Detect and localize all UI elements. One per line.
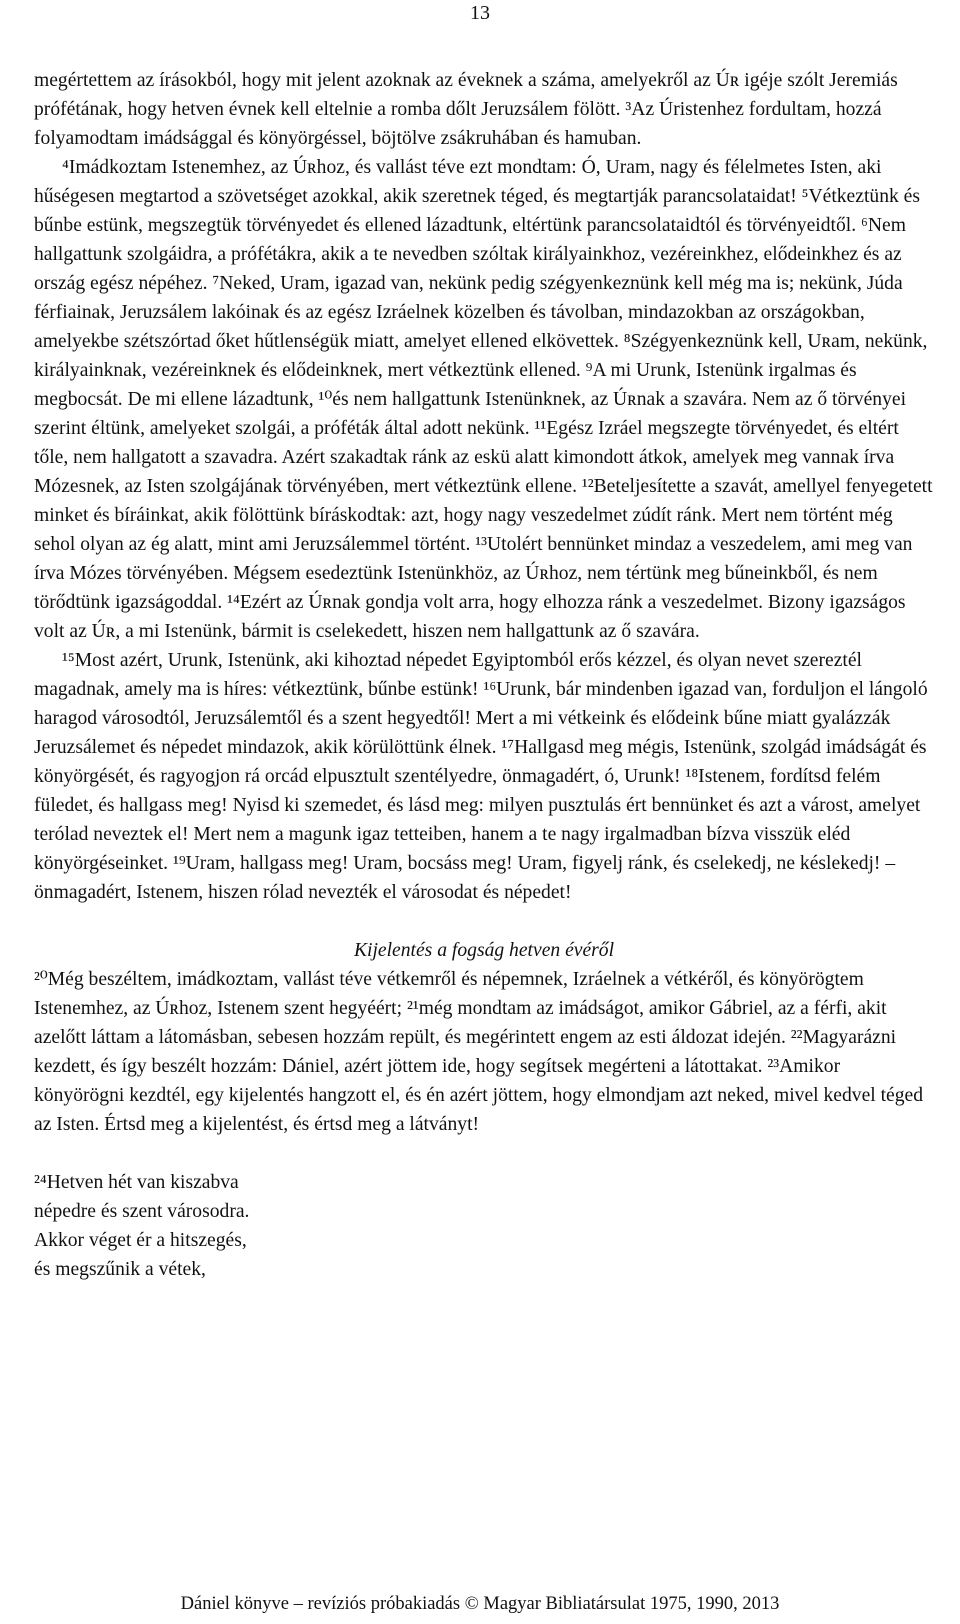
paragraph: ⁴Imádkoztam Istenemhez, az Úʀhoz, és vallást téve ezt mondtam: Ó, Uram, nagy és félelmetes Isten, aki hűségesen megtartod a szövetséget azokkal, akik szeretnek téged, és megtartják parancsolataidat! ⁵Vétkeztünk és bűnbe estünk, megszegtük törvényedet és ellened lázadtunk, eltértünk parancsolataidtól és törvényeidtől. ⁶Nem hallgattunk szolgáidra, a prófétákra, akik a te nevedben szóltak királyainkhoz, vezéreinkhez, elődeinkhez és az ország egész népéhez. ⁷Neked, Uram, igazad van, nekünk pedig szégyenkeznünk kell még ma is; nekünk, Júda férfiainak, Jeruzsálem lakóinak és az egész Izráelnek közelben és távolban, mindazokban az országokban, amelyekbe szétszórtad őket hűtlenségük miatt, amelyet ellened elkövettek. ⁸Szégyenkeznünk kell, Uʀam, nekünk, királyainknak, vezéreinknek és elődeinknek, mert vétkeztünk ellened. ⁹A mi Urunk, Istenünk irgalmas és megbocsát. De mi ellene lázadtunk, ¹⁰és nem hallgattunk Istenünknek, az Úʀnak a szavára. Nem az ő törvényei szerint éltünk, amelyeket szolgái, a próféták által adott nekünk. ¹¹Egész Izráel megszegte törvényedet, és eltért tőle, nem hallgatott a szavadra. Azért szakadtak ránk az eskü alatt kimondott átkok, amelyek meg vannak írva Mózesnek, az Isten szolgájának törvényében, mert vétkeztünk ellene. ¹²Beteljesítette a szavát, amellyel fenyegetett minket és bíráinkat, akik fölöttünk bíráskodtak: azt, hogy nagy veszedelmet zúdít ránk. Mert nem történt még sehol olyan az ég alatt, mint ami Jeruzsálemmel történt. ¹³Utolért bennünket mindaz a veszedelem, ami meg van írva Mózes törvényében. Mégsem esedeztünk Istenünkhöz, az Úʀhoz, nem tértünk meg bűneinkből, és nem törődtünk igazságoddal. ¹⁴Ezért az Úʀnak gondja volt arra, hogy elhozza ránk a veszedelmet. Bizony igazságos volt az Úʀ, a mi Istenünk, bármit is cselekedett, hiszen nem hallgattunk az ő szavára. (34, 157, 933, 642)
poem-line: Akkor véget ér a hitszegés, (34, 1230, 247, 1251)
poem-line: ²⁴Hetven hét van kiszabva (34, 1172, 239, 1193)
poem (34, 1168, 934, 1284)
poem-line: népedre és szent városodra. (34, 1201, 250, 1222)
poem-line: és megszűnik a vétek, (34, 1259, 206, 1280)
document-body (34, 66, 934, 1284)
paragraph: ¹⁵Most azért, Urunk, Istenünk, aki kihoztad népedet Egyiptomból erős kézzel, és olyan nevet szereztél magadnak, amely ma is híres: vétkeztünk, bűnbe estünk! ¹⁶Urunk, bár mindenben igazad van, forduljon el lángoló haragod városodtól, Jeruzsálemtől és a szent hegyedtől! Mert a mi vétkeink és elődeink bűne miatt gyalázzák Jeruzsálemet és népedet mindazok, akik körülöttünk élnek. ¹⁷Hallgasd meg mégis, Istenünk, szolgád imádságát és könyörgését, és ragyogjon rá orcád elpusztult szentélyedre, önmagadért, ó, Urunk! ¹⁸Istenem, fordítsd felém füledet, és hallgass meg! Nyisd ki szemedet, és lásd meg: milyen pusztulás ért bennünket és azt a várost, amelyet terólad neveztek el! Mert nem a magunk igaz tetteiben, hanem a te nagy irgalmadban bízva visszük eléd könyörgéseinket. ¹⁹Uram, hallgass meg! Uram, bocsáss meg! Uram, figyelj ránk, és cselekedj, ne késlekedj! – önmagadért, Istenem, hiszen rólad nevezték el városodat és népedet! (34, 650, 928, 903)
page-footer: Dániel könyve – revíziós próbakiadás © Magyar Bibliatársulat 1975, 1990, 2013 (180, 1594, 780, 1614)
paragraph: megértettem az írásokból, hogy mit jelent azoknak az éveknek a száma, amelyekről az Úʀ igéje szólt Jeremiás prófétának, hogy hetven évnek kell eltelnie a romba dőlt Jeruzsálem fölött. ³Az Úristenhez fordultam, hozzá folyamodtam imádsággal és könyörgéssel, böjtölve zsákruhában és hamuban. (34, 70, 898, 149)
paragraph: ²⁰Még beszéltem, imádkoztam, vallást téve vétkemről és népemnek, Izráelnek a vétkéről, és könyörögtem Istenemhez, az Úʀhoz, Istenem szent hegyéért; ²¹még mondtam az imádságot, amikor Gábriel, az a férfi, akit azelőtt láttam a látomásban, sebesen hozzám repült, és megérintett engem az esti áldozat idején. ²²Magyarázni kezdett, és így beszélt hozzám: Dániel, azért jöttem ide, hogy segítsek megérteni a látottakat. ²³Amikor könyörögni kezdtél, egy kijelentés hangzott el, és én azért jöttem, hogy elmondjam azt neked, mivel kedvel téged az Isten. Értsd meg a kijelentést, és értsd meg a látványt! (34, 969, 924, 1135)
section-heading: Kijelentés a fogság hetven évéről (353, 940, 615, 961)
page-number: 13 (470, 2, 490, 24)
